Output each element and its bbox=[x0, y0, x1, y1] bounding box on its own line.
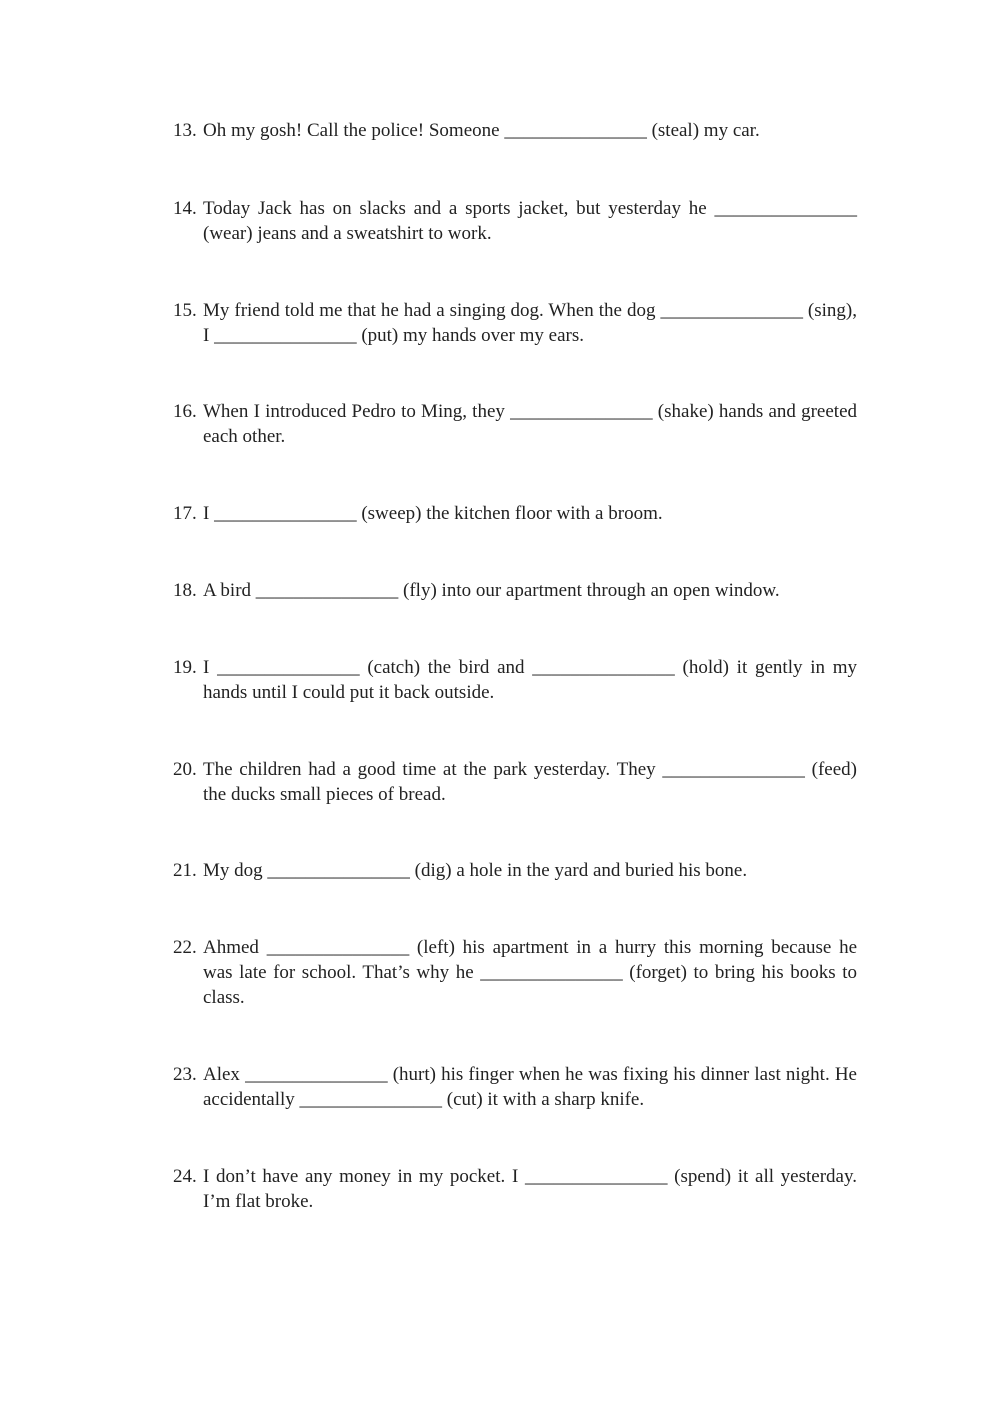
question-text: I don’t have any money in my pocket. I _______________ (spend) it all yesterday. I’m flat broke. bbox=[203, 1166, 857, 1212]
question-number: 13. bbox=[173, 120, 197, 141]
question-text: My dog _______________ (dig) a hole in the yard and buried his bone. bbox=[203, 860, 748, 881]
question-21 bbox=[173, 858, 857, 883]
question-number: 23. bbox=[173, 1064, 197, 1085]
question-number: 20. bbox=[173, 759, 197, 780]
question-24 bbox=[173, 1164, 857, 1214]
question-text: Alex _______________ (hurt) his finger when he was fixing his dinner last night. He accidentally _______________ (cut) it with a sharp knife. bbox=[203, 1064, 857, 1110]
answer-blank[interactable]: _______________ bbox=[662, 759, 805, 780]
question-number: 24. bbox=[173, 1166, 197, 1187]
question-15 bbox=[173, 298, 857, 348]
question-number: 19. bbox=[173, 657, 197, 678]
answer-blank[interactable]: _______________ bbox=[510, 401, 653, 422]
answer-blank[interactable]: _______________ bbox=[480, 962, 623, 983]
question-22 bbox=[173, 935, 857, 1010]
question-text: Today Jack has on slacks and a sports jacket, but yesterday he _______________ (wear) jeans and a sweatshirt to work. bbox=[203, 198, 857, 244]
answer-blank[interactable]: _______________ bbox=[299, 1089, 443, 1110]
question-number: 21. bbox=[173, 860, 197, 881]
answer-blank[interactable]: _______________ bbox=[267, 860, 410, 881]
question-14 bbox=[173, 196, 857, 246]
answer-blank[interactable]: _______________ bbox=[532, 657, 675, 678]
question-text: My friend told me that he had a singing dog. When the dog _______________ (sing), I _______________ (put) my hands over my ears. bbox=[203, 300, 857, 346]
question-17 bbox=[173, 501, 857, 526]
answer-blank[interactable]: _______________ bbox=[214, 503, 357, 524]
question-text: When I introduced Pedro to Ming, they _______________ (shake) hands and greeted each other. bbox=[203, 401, 857, 447]
answer-blank[interactable]: _______________ bbox=[214, 325, 357, 346]
question-text: A bird _______________ (fly) into our apartment through an open window. bbox=[203, 580, 780, 601]
answer-blank[interactable]: _______________ bbox=[255, 580, 399, 601]
question-text: Ahmed _______________ (left) his apartment in a hurry this morning because he was late for school. That’s why he _______________ (forget) to bring his books to class. bbox=[203, 937, 858, 1008]
answer-blank[interactable]: _______________ bbox=[266, 937, 410, 958]
question-16 bbox=[173, 399, 857, 449]
question-text: Oh my gosh! Call the police! Someone _______________ (steal) my car. bbox=[203, 120, 760, 141]
question-20 bbox=[173, 757, 857, 807]
answer-blank[interactable]: _______________ bbox=[660, 300, 803, 321]
question-23 bbox=[173, 1062, 857, 1112]
question-number: 22. bbox=[173, 937, 197, 958]
answer-blank[interactable]: _______________ bbox=[504, 120, 647, 141]
question-number: 18. bbox=[173, 580, 197, 601]
question-number: 15. bbox=[173, 300, 197, 321]
question-number: 17. bbox=[173, 503, 197, 524]
answer-blank[interactable]: _______________ bbox=[245, 1064, 388, 1085]
question-18 bbox=[173, 578, 857, 603]
answer-blank[interactable]: _______________ bbox=[524, 1166, 668, 1187]
question-number: 14. bbox=[173, 198, 197, 219]
question-text: I _______________ (catch) the bird and _______________ (hold) it gently in my hands until I could put it back outside. bbox=[203, 657, 858, 703]
answer-blank[interactable]: _______________ bbox=[217, 657, 360, 678]
question-19 bbox=[173, 655, 857, 705]
question-13 bbox=[173, 118, 857, 143]
question-text: I _______________ (sweep) the kitchen floor with a broom. bbox=[203, 503, 663, 524]
answer-blank[interactable]: _______________ bbox=[714, 198, 857, 219]
question-text: The children had a good time at the park yesterday. They _______________ (feed) the ducks small pieces of bread. bbox=[203, 759, 857, 805]
question-number: 16. bbox=[173, 401, 197, 422]
